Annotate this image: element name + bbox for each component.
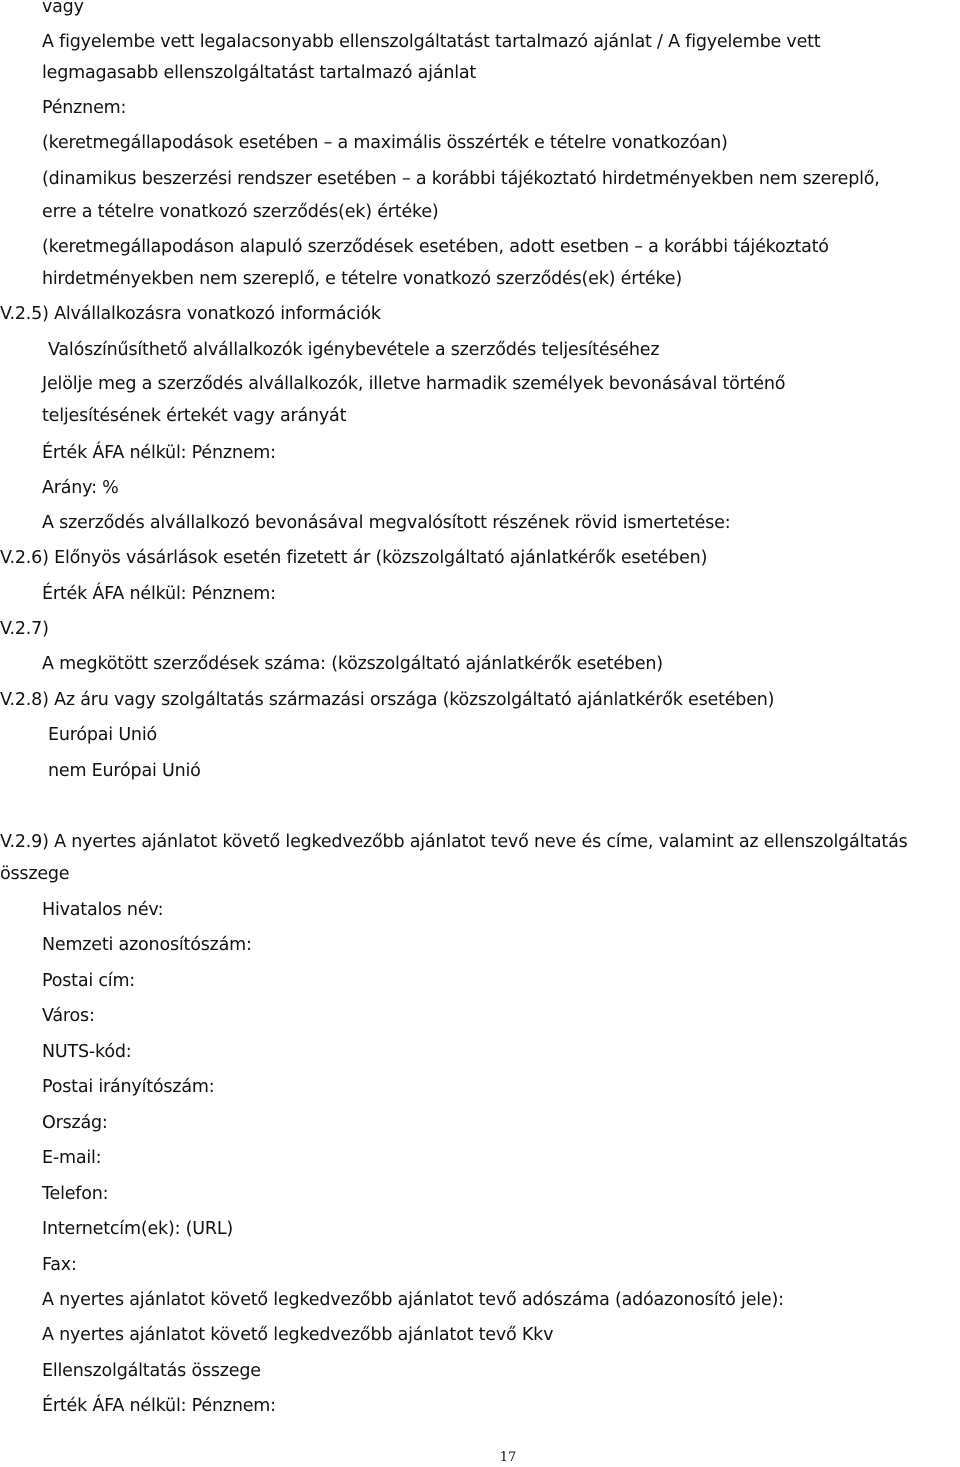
field-label-consideration-total: Ellenszolgáltatás összege [42, 1361, 261, 1381]
field-label-value-excl-vat-3: Érték ÁFA nélkül: Pénznem: [42, 1396, 276, 1416]
field-label-national-id: Nemzeti azonosítószám: [42, 935, 252, 955]
field-label-email: E-mail: [42, 1148, 102, 1168]
field-label-tax-number: A nyertes ajánlatot követő legkedvezőbb ajánlatot tevő adószáma (adóazonosító jele): [42, 1290, 784, 1310]
text-line-subcontracting-likely: Valószínűsíthető alvállalkozók igénybevétele a szerződés teljesítéséhez [48, 340, 660, 360]
text-line-framework-based-contracts-cont: hirdetményekben nem szereplő, e tételre vonatkozó szerződés(ek) értéke) [42, 269, 682, 289]
field-label-city: Város: [42, 1006, 95, 1026]
text-line-subcontracting-value: Jelölje meg a szerződés alvállalkozók, illetve harmadik személyek bevonásával történő [42, 374, 786, 394]
field-label-fax: Fax: [42, 1255, 77, 1275]
field-label-nuts-code: NUTS-kód: [42, 1042, 132, 1062]
section-heading-v28: V.2.8) Az áru vagy szolgáltatás származási országa (közszolgáltató ajánlatkérők esetében) [0, 690, 775, 710]
text-line-value-excl-vat-2: Érték ÁFA nélkül: Pénznem: [42, 584, 276, 604]
field-label-postal-code: Postai irányítószám: [42, 1077, 215, 1097]
field-label-official-name: Hivatalos név: [42, 900, 164, 920]
text-line-non-eu: nem Európai Unió [48, 761, 201, 781]
field-label-postal-address: Postai cím: [42, 971, 135, 991]
text-line-subcontract-description: A szerződés alvállalkozó bevonásával megvalósított részének rövid ismertetése: [42, 513, 731, 533]
text-line-number-of-contracts: A megkötött szerződések száma: (közszolgáltató ajánlatkérők esetében) [42, 654, 663, 674]
text-line-eu: Európai Unió [48, 725, 157, 745]
text-line-subcontracting-value-cont: teljesítésének értekét vagy arányát [42, 406, 347, 426]
text-line-value-excl-vat: Érték ÁFA nélkül: Pénznem: [42, 443, 276, 463]
text-line-lowest-highest-offer-cont: legmagasabb ellenszolgáltatást tartalmazó ajánlat [42, 63, 477, 83]
field-label-url: Internetcím(ek): (URL) [42, 1219, 234, 1239]
field-label-telephone: Telefon: [42, 1184, 109, 1204]
field-label-country: Ország: [42, 1113, 108, 1133]
text-line-vagy: vagy [42, 0, 84, 17]
text-line-lowest-highest-offer: A figyelembe vett legalacsonyabb ellenszolgáltatást tartalmazó ajánlat / A figyelembe vett [42, 32, 821, 52]
page-number: 17 [499, 1450, 517, 1465]
section-heading-v29: V.2.9) A nyertes ajánlatot követő legkedvezőbb ajánlatot tevő neve és címe, valamint az ellenszolgáltatás [0, 832, 908, 852]
section-heading-v27: V.2.7) [0, 619, 49, 639]
section-heading-v25: V.2.5) Alvállalkozásra vonatkozó információk [0, 304, 381, 324]
section-heading-v26: V.2.6) Előnyös vásárlások esetén fizetett ár (közszolgáltató ajánlatkérők esetében) [0, 548, 708, 568]
text-line-framework-agreements: (keretmegállapodások esetében – a maximális összérték e tételre vonatkozóan) [42, 133, 728, 153]
text-line-currency: Pénznem: [42, 98, 127, 118]
field-label-sme: A nyertes ajánlatot követő legkedvezőbb ajánlatot tevő Kkv [42, 1325, 554, 1345]
section-heading-v29-cont: összege [0, 864, 70, 884]
text-line-proportion: Arány: % [42, 478, 119, 498]
text-line-dynamic-purchasing: (dinamikus beszerzési rendszer esetében – a korábbi tájékoztató hirdetményekben nem szereplő, [42, 169, 880, 189]
text-line-framework-based-contracts: (keretmegállapodáson alapuló szerződések esetében, adott esetben – a korábbi tájékoztató [42, 237, 829, 257]
text-line-dynamic-purchasing-cont: erre a tételre vonatkozó szerződés(ek) értéke) [42, 202, 439, 222]
